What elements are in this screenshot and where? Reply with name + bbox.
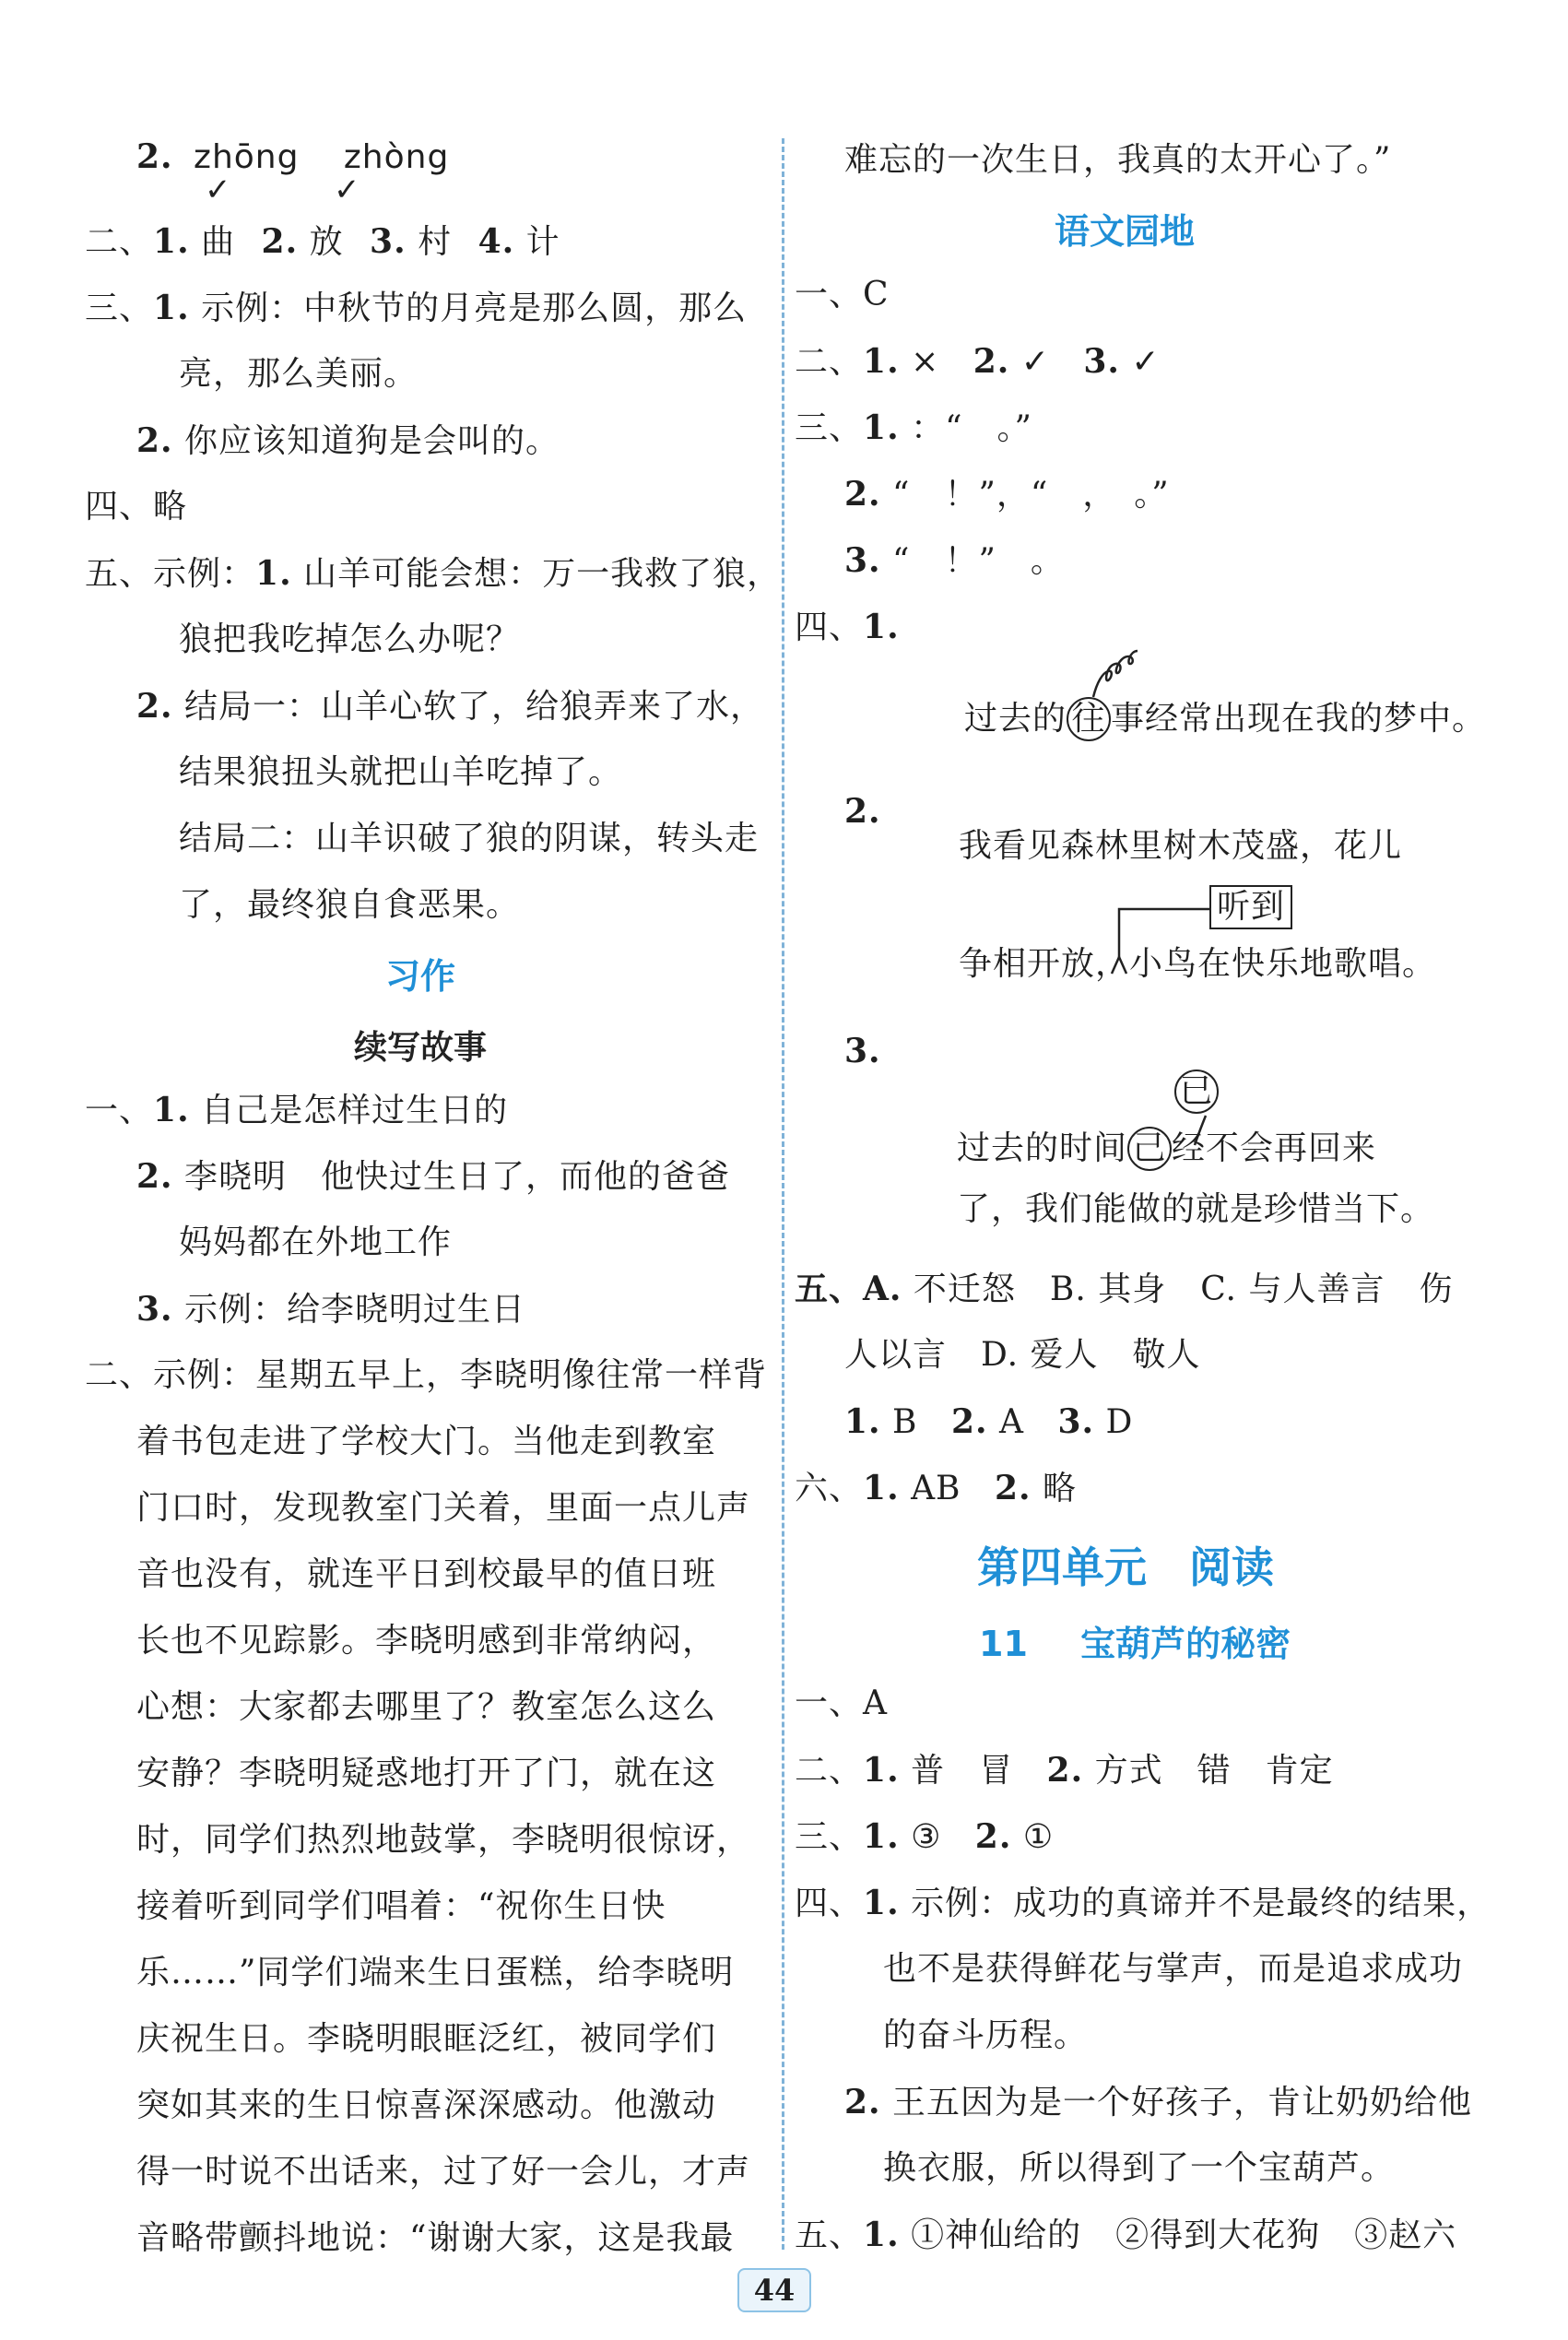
answer-line: 3. “ ！” 。 bbox=[844, 541, 1065, 580]
answer-line: 三、1. ：“ 。” bbox=[795, 408, 1032, 447]
circled-character: 己 bbox=[1127, 1127, 1172, 1171]
answer-line: 了，最终狼自食恶果。 bbox=[179, 886, 521, 924]
section-heading: 习作 bbox=[385, 956, 456, 997]
inserted-word-box: 听到 bbox=[1209, 885, 1292, 929]
answer-line: 时，同学们热烈地鼓掌，李晓明很惊讶， bbox=[136, 1821, 751, 1859]
answer-line: 得一时说不出话来，过了好一会儿，才声 bbox=[136, 2153, 751, 2191]
column-divider bbox=[782, 138, 784, 2250]
answer-line: 亮，那么美丽。 bbox=[179, 355, 419, 393]
correction-above bbox=[1174, 1070, 1219, 1114]
answer-line: 六、1. AB 2. 略 bbox=[795, 1469, 1078, 1507]
answer-line: 安静？李晓明疑惑地打开了门，就在这 bbox=[136, 1755, 717, 1792]
subsection-heading: 续写故事 bbox=[354, 1029, 488, 1067]
answer-line: 一、A bbox=[795, 1684, 888, 1722]
answer-line: 音略带颤抖地说：“谢谢大家，这是我最 bbox=[136, 2219, 735, 2257]
answer-line: 四、1. 示例：成功的真谛并不是最终的结果， bbox=[795, 1884, 1491, 1922]
answer-line: 二、1. 曲 2. 放 3. 村 4. 计 bbox=[85, 222, 560, 261]
answer-line: 人以言 D. 爱人 敬人 bbox=[844, 1336, 1201, 1374]
answer-line: 狼把我吃掉怎么办呢？ bbox=[179, 620, 521, 658]
answer-line: 也不是获得鲜花与掌声，而是追求成功 bbox=[883, 1950, 1464, 1988]
answer-line: 三、1. 示例：中秋节的月亮是那么圆，那么 bbox=[85, 289, 748, 327]
answer-line: 五、示例：1. 山羊可能会想：万一我救了狼， bbox=[85, 554, 782, 593]
answer-line: 三、1. ③ 2. ① bbox=[795, 1817, 1055, 1856]
answer-line: 音也没有，就连平日到校最早的值日班 bbox=[136, 1555, 717, 1593]
answer-line: 接着听到同学们唱着：“祝你生日快 bbox=[136, 1887, 666, 1925]
page-number: 44 bbox=[737, 2268, 811, 2312]
circled-character: 已 bbox=[1174, 1070, 1219, 1114]
answer-line: 2. 你应该知道狗是会叫的。 bbox=[136, 421, 560, 460]
answer-line: 四、略 bbox=[85, 488, 188, 526]
correction-sentence: 我看见森林里树木茂盛，花儿 bbox=[959, 827, 1403, 865]
answer-line: 妈妈都在外地工作 bbox=[179, 1223, 453, 1261]
answer-line: 2. “ ！”，“ ， 。” bbox=[844, 475, 1170, 514]
correction-sentence: 争相开放，小鸟在快乐地歌唱。 bbox=[959, 945, 1437, 983]
answer-line: 二、1. × 2. ✓ 3. ✓ bbox=[795, 342, 1161, 381]
answer-line: 门口时，发现教室门关着，里面一点儿声 bbox=[136, 1489, 751, 1527]
answer-line: 2. zhōng zhòng bbox=[136, 137, 450, 176]
answer-line: 换衣服，所以得到了一个宝葫芦。 bbox=[883, 2149, 1396, 2187]
answer-line: 2. bbox=[844, 792, 881, 831]
unit-heading: 第四单元 阅读 bbox=[977, 1542, 1274, 1592]
correction-sentence: 过去的时间 己 经不会再回来 bbox=[957, 1127, 1376, 1171]
answer-line: 结局二：山羊识破了狼的阴谋，转头走 bbox=[179, 820, 760, 857]
answer-line: 长也不见踪影。李晓明感到非常纳闷， bbox=[136, 1622, 717, 1660]
answer-line: 五、1. ①神仙给的 ②得到大花狗 ③赵六 bbox=[795, 2216, 1457, 2254]
answer-line: 庆祝生日。李晓明眼眶泛红，被同学们 bbox=[136, 2020, 717, 2058]
answer-line: 3. 示例：给李晓明过生日 bbox=[136, 1290, 526, 1329]
answer-line: 着书包走进了学校大门。当他走到教室 bbox=[136, 1423, 717, 1460]
lesson-heading: 11 宝葫芦的秘密 bbox=[979, 1624, 1291, 1664]
section-heading: 语文园地 bbox=[1055, 211, 1196, 252]
correction-sentence: 了，我们能做的就是珍惜当下。 bbox=[957, 1190, 1435, 1228]
left-column bbox=[0, 0, 782, 2259]
answer-line: 突如其来的生日惊喜深深感动。他激动 bbox=[136, 2086, 717, 2124]
answer-line: 3. bbox=[844, 1032, 881, 1070]
answer-line: 二、示例：星期五早上，李晓明像往常一样背 bbox=[85, 1356, 768, 1394]
proofreading-loop-mark bbox=[1088, 645, 1143, 701]
answer-line: 的奋斗历程。 bbox=[883, 2016, 1089, 2054]
answer-line: 五、A. 不迁怒 B. 其身 C. 与人善言 伤 bbox=[795, 1270, 1454, 1308]
right-column bbox=[785, 0, 1568, 2259]
answer-line: 2. 结局一：山羊心软了，给狼弄来了水， bbox=[136, 687, 765, 726]
answer-line: 乐……”同学们端来生日蛋糕，给李晓明 bbox=[136, 1954, 735, 1991]
correction-sentence: 过去的 往 事经常出现在我的梦中。 bbox=[964, 697, 1486, 741]
answer-line: 难忘的一次生日，我真的太开心了。” bbox=[844, 141, 1392, 179]
check-mark-icon: ✓ bbox=[205, 171, 231, 208]
circled-character: 往 bbox=[1067, 697, 1111, 741]
answer-line: 2. 李晓明 他快过生日了，而他的爸爸 bbox=[136, 1157, 731, 1196]
answer-line: 四、1. bbox=[795, 608, 900, 646]
check-mark-icon: ✓ bbox=[334, 171, 360, 208]
answer-line: 2. 王五因为是一个好孩子，肯让奶奶给他 bbox=[844, 2083, 1473, 2121]
answer-line: 二、1. 普 冒 2. 方式 错 肯定 bbox=[795, 1751, 1334, 1790]
answer-line: 心想：大家都去哪里了？教室怎么这么 bbox=[136, 1688, 717, 1726]
answer-line: 1. B 2. A 3. D bbox=[844, 1402, 1134, 1441]
answer-line: 结果狼扭头就把山羊吃掉了。 bbox=[179, 753, 623, 791]
answer-line: 一、C bbox=[795, 276, 890, 313]
answer-line: 一、1. 自己是怎样过生日的 bbox=[85, 1091, 509, 1129]
